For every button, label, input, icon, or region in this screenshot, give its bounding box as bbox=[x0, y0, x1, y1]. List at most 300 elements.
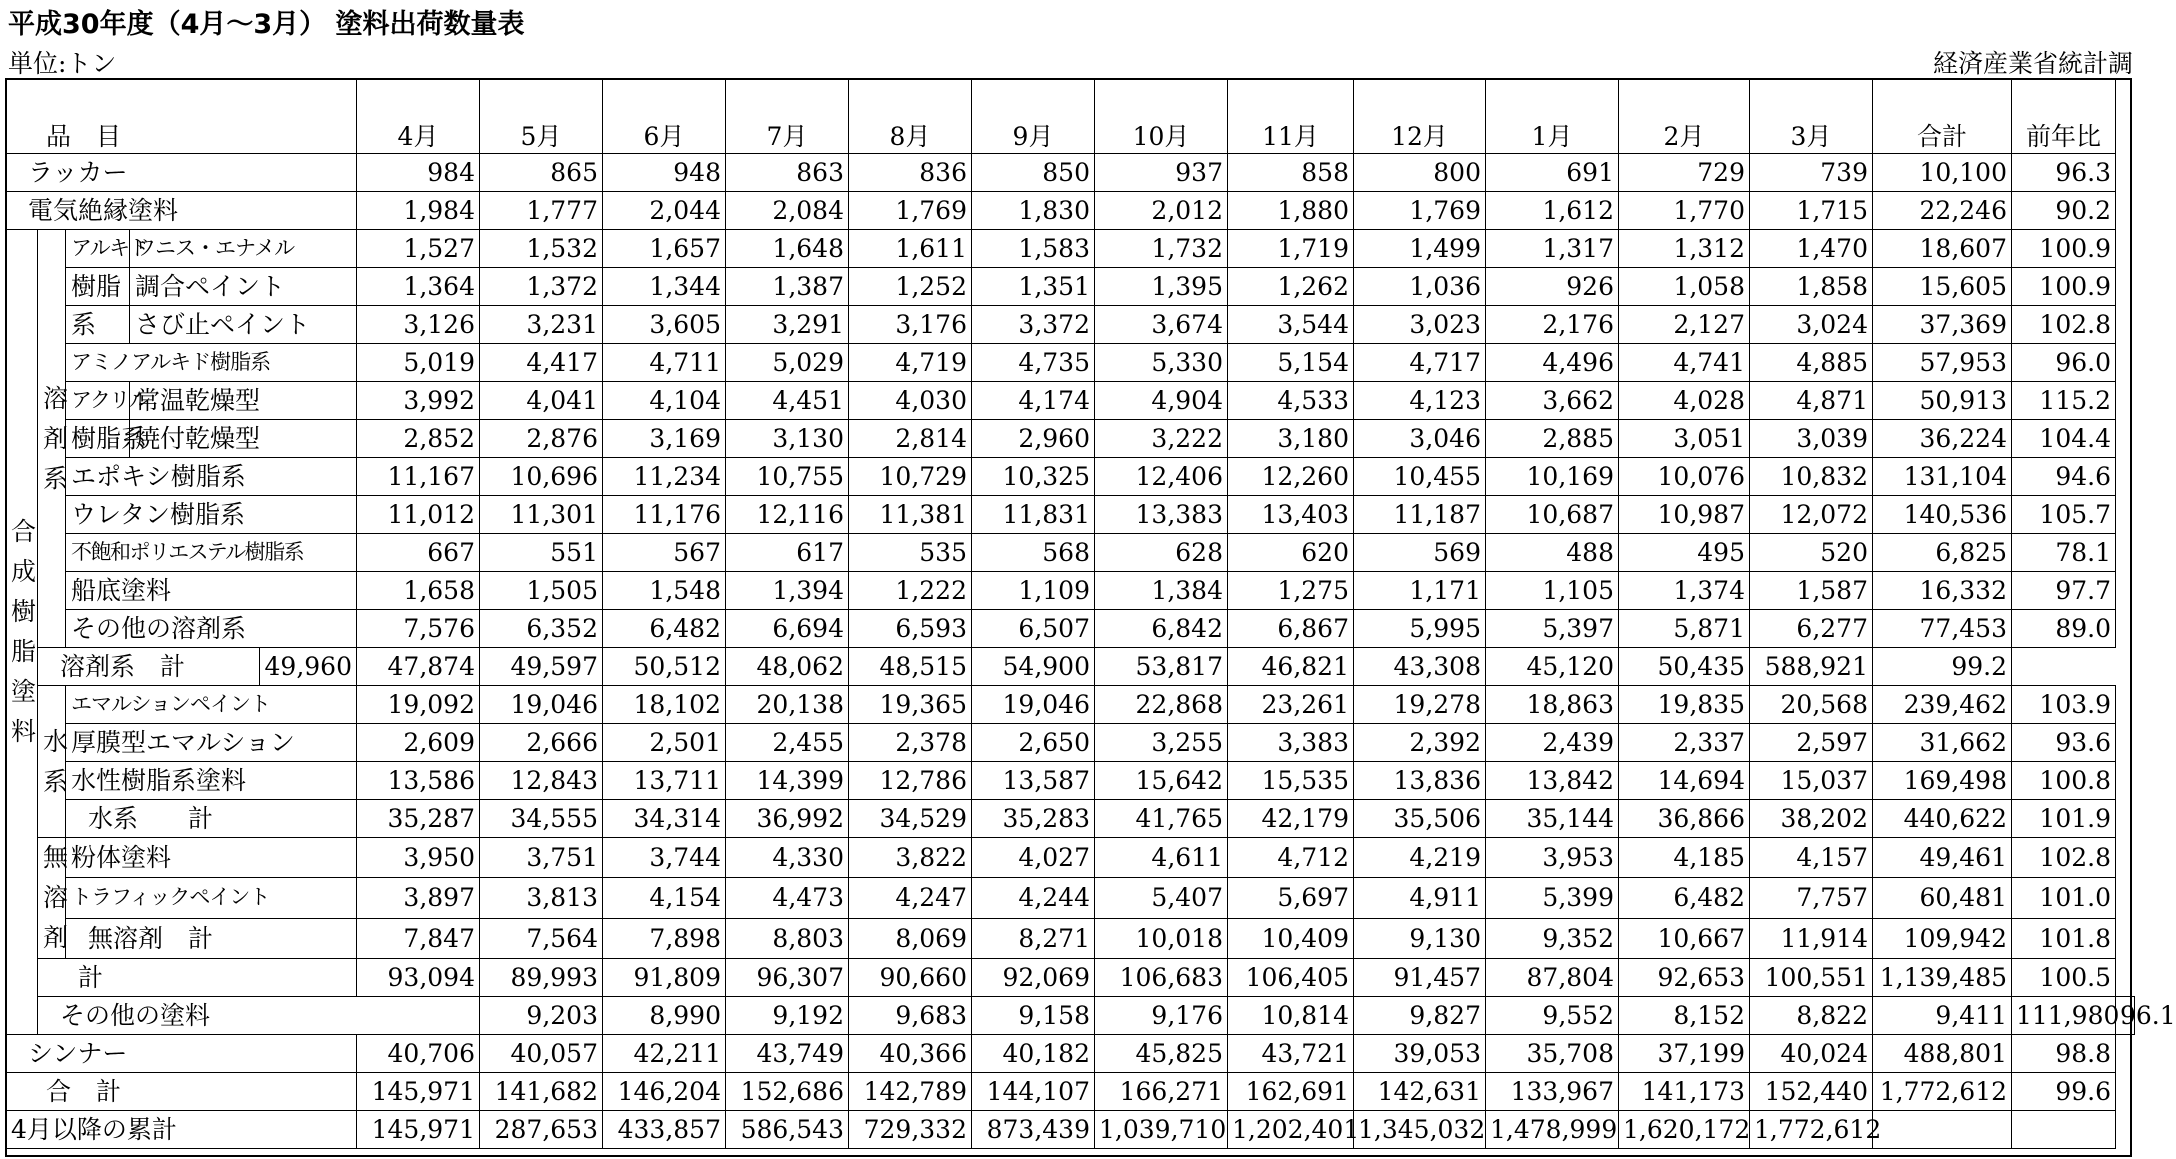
month-value-cell: 2,044 bbox=[603, 192, 726, 230]
table-row bbox=[6, 458, 2135, 496]
month-value-cell: 6,867 bbox=[1228, 610, 1354, 648]
month-value-cell: 1,394 bbox=[726, 572, 849, 610]
source-label: 経済産業省統計調 bbox=[1932, 49, 2133, 78]
month-value-cell: 152,440 bbox=[1750, 1073, 1873, 1111]
month-value-cell: 35,506 bbox=[1354, 800, 1486, 838]
month-value-cell: 36,992 bbox=[726, 800, 849, 838]
month-value-cell: 3,950 bbox=[357, 838, 480, 878]
shipment-table bbox=[5, 78, 2176, 1149]
month-value-cell: 10,455 bbox=[1354, 458, 1486, 496]
month-value-cell: 93,094 bbox=[357, 959, 480, 997]
month-value-cell: 8,822 bbox=[1750, 997, 1873, 1035]
yoy-cell: 100.8 bbox=[2012, 762, 2116, 800]
month-value-cell: 166,271 bbox=[1095, 1073, 1228, 1111]
header-month: 6月 bbox=[603, 79, 726, 154]
table-row bbox=[6, 306, 2135, 344]
month-value-cell: 19,278 bbox=[1354, 686, 1486, 724]
month-value-cell: 1,351 bbox=[972, 268, 1095, 306]
month-value-cell: 141,173 bbox=[1619, 1073, 1750, 1111]
table-row bbox=[6, 878, 2135, 918]
month-value-cell: 19,092 bbox=[357, 686, 480, 724]
month-value-cell: 1,364 bbox=[357, 268, 480, 306]
month-value-cell: 4,027 bbox=[972, 838, 1095, 878]
month-value-cell: 1,587 bbox=[1750, 572, 1873, 610]
table-row bbox=[6, 534, 2135, 572]
month-value-cell: 92,069 bbox=[972, 959, 1095, 997]
month-value-cell: 2,666 bbox=[480, 724, 603, 762]
row-label: ラッカー bbox=[6, 154, 357, 192]
month-value-cell: 1,532 bbox=[480, 230, 603, 268]
month-value-cell: 1,611 bbox=[849, 230, 972, 268]
month-value-cell: 3,255 bbox=[1095, 724, 1228, 762]
month-value-cell: 3,039 bbox=[1750, 420, 1873, 458]
table-row bbox=[6, 420, 2135, 458]
month-value-cell: 4,741 bbox=[1619, 344, 1750, 382]
month-value-cell: 11,167 bbox=[357, 458, 480, 496]
header-month: 12月 bbox=[1354, 79, 1486, 154]
month-value-cell: 133,967 bbox=[1486, 1073, 1619, 1111]
yoy-cell: 96.0 bbox=[2012, 344, 2116, 382]
month-value-cell: 92,653 bbox=[1619, 959, 1750, 997]
month-value-cell: 4,735 bbox=[972, 344, 1095, 382]
page-title: 平成30年度（4月～3月） 塗料出荷数量表 bbox=[8, 9, 525, 40]
month-value-cell: 3,383 bbox=[1228, 724, 1354, 762]
table-row bbox=[6, 382, 2135, 420]
header-month: 1月 bbox=[1486, 79, 1619, 154]
row-label: 船底塗料 bbox=[66, 572, 357, 610]
month-value-cell: 1,109 bbox=[972, 572, 1095, 610]
month-value-cell: 2,597 bbox=[1750, 724, 1873, 762]
month-value-cell: 42,179 bbox=[1228, 800, 1354, 838]
total-cell: 109,942 bbox=[1873, 918, 2012, 958]
month-value-cell: 18,863 bbox=[1486, 686, 1619, 724]
yoy-cell: 105.7 bbox=[2012, 496, 2116, 534]
month-value-cell: 5,019 bbox=[357, 344, 480, 382]
month-value-cell: 54,900 bbox=[972, 648, 1095, 686]
total-cell bbox=[1873, 1111, 2012, 1149]
month-value-cell: 4,911 bbox=[1354, 878, 1486, 918]
month-value-cell: 3,046 bbox=[1354, 420, 1486, 458]
month-value-cell: 40,706 bbox=[357, 1035, 480, 1073]
month-value-cell: 48,515 bbox=[849, 648, 972, 686]
month-value-cell: 146,204 bbox=[603, 1073, 726, 1111]
month-value-cell: 42,211 bbox=[603, 1035, 726, 1073]
month-value-cell: 90,660 bbox=[849, 959, 972, 997]
month-value-cell: 10,018 bbox=[1095, 918, 1228, 958]
total-cell: 111,980 bbox=[2012, 997, 2116, 1035]
month-value-cell: 11,187 bbox=[1354, 496, 1486, 534]
month-value-cell: 1,312 bbox=[1619, 230, 1750, 268]
month-value-cell: 12,786 bbox=[849, 762, 972, 800]
month-value-cell: 8,271 bbox=[972, 918, 1095, 958]
month-value-cell: 35,144 bbox=[1486, 800, 1619, 838]
month-value-cell: 1,345,032 bbox=[1354, 1111, 1486, 1149]
month-value-cell: 8,803 bbox=[726, 918, 849, 958]
month-value-cell: 1,036 bbox=[1354, 268, 1486, 306]
month-value-cell: 4,154 bbox=[603, 878, 726, 918]
month-value-cell: 12,406 bbox=[1095, 458, 1228, 496]
month-value-cell: 50,435 bbox=[1619, 648, 1750, 686]
month-value-cell: 7,564 bbox=[480, 918, 603, 958]
total-cell: 239,462 bbox=[1873, 686, 2012, 724]
month-value-cell: 10,814 bbox=[1228, 997, 1354, 1035]
yoy-cell: 101.0 bbox=[2012, 878, 2116, 918]
month-value-cell: 4,496 bbox=[1486, 344, 1619, 382]
month-value-cell: 18,102 bbox=[603, 686, 726, 724]
header-total: 合計 bbox=[1873, 79, 2012, 154]
total-cell: 22,246 bbox=[1873, 192, 2012, 230]
month-value-cell: 19,835 bbox=[1619, 686, 1750, 724]
month-value-cell: 2,392 bbox=[1354, 724, 1486, 762]
month-value-cell: 1,387 bbox=[726, 268, 849, 306]
month-value-cell: 3,051 bbox=[1619, 420, 1750, 458]
month-value-cell: 1,830 bbox=[972, 192, 1095, 230]
month-value-cell: 4,711 bbox=[603, 344, 726, 382]
month-value-cell: 2,814 bbox=[849, 420, 972, 458]
month-value-cell: 1,171 bbox=[1354, 572, 1486, 610]
group-label: 溶 剤 系 bbox=[38, 230, 66, 648]
month-value-cell: 15,535 bbox=[1228, 762, 1354, 800]
month-value-cell: 4,123 bbox=[1354, 382, 1486, 420]
month-value-cell: 1,505 bbox=[480, 572, 603, 610]
row-label: 4月以降の累計 bbox=[6, 1111, 357, 1149]
month-value-cell: 1,262 bbox=[1228, 268, 1354, 306]
month-value-cell: 40,182 bbox=[972, 1035, 1095, 1073]
month-value-cell: 10,169 bbox=[1486, 458, 1619, 496]
yoy-cell: 100.9 bbox=[2012, 230, 2116, 268]
month-value-cell: 162,691 bbox=[1228, 1073, 1354, 1111]
month-value-cell: 34,314 bbox=[603, 800, 726, 838]
table-row bbox=[6, 496, 2135, 534]
month-value-cell: 11,831 bbox=[972, 496, 1095, 534]
month-value-cell: 50,512 bbox=[603, 648, 726, 686]
month-value-cell: 3,822 bbox=[849, 838, 972, 878]
row-label: ワニス・エナメル bbox=[130, 230, 357, 268]
month-value-cell: 1,105 bbox=[1486, 572, 1619, 610]
total-cell: 77,453 bbox=[1873, 610, 2012, 648]
row-label: その他の溶剤系 bbox=[66, 610, 357, 648]
month-value-cell: 535 bbox=[849, 534, 972, 572]
month-value-cell: 13,383 bbox=[1095, 496, 1228, 534]
month-value-cell: 12,843 bbox=[480, 762, 603, 800]
month-value-cell: 91,809 bbox=[603, 959, 726, 997]
total-cell: 36,224 bbox=[1873, 420, 2012, 458]
month-value-cell: 1,374 bbox=[1619, 572, 1750, 610]
table-row bbox=[6, 1035, 2135, 1073]
month-value-cell: 495 bbox=[1619, 534, 1750, 572]
yoy-cell: 115.2 bbox=[2012, 382, 2116, 420]
total-cell: 37,369 bbox=[1873, 306, 2012, 344]
month-value-cell: 145,971 bbox=[357, 1073, 480, 1111]
month-value-cell: 850 bbox=[972, 154, 1095, 192]
month-value-cell: 6,277 bbox=[1750, 610, 1873, 648]
month-value-cell: 43,308 bbox=[1354, 648, 1486, 686]
month-value-cell: 3,291 bbox=[726, 306, 849, 344]
month-value-cell: 4,473 bbox=[726, 878, 849, 918]
month-value-cell: 2,852 bbox=[357, 420, 480, 458]
month-value-cell: 152,686 bbox=[726, 1073, 849, 1111]
month-value-cell: 1,478,999 bbox=[1486, 1111, 1619, 1149]
header-row bbox=[6, 79, 2135, 154]
month-value-cell: 4,533 bbox=[1228, 382, 1354, 420]
month-value-cell: 106,683 bbox=[1095, 959, 1228, 997]
month-value-cell: 2,876 bbox=[480, 420, 603, 458]
month-value-cell: 1,317 bbox=[1486, 230, 1619, 268]
yoy-cell: 99.2 bbox=[1873, 648, 2012, 686]
month-value-cell: 433,857 bbox=[603, 1111, 726, 1149]
month-value-cell: 3,024 bbox=[1750, 306, 1873, 344]
row-label: 粉体塗料 bbox=[66, 838, 357, 878]
month-value-cell: 4,104 bbox=[603, 382, 726, 420]
total-cell: 50,913 bbox=[1873, 382, 2012, 420]
month-value-cell: 3,953 bbox=[1486, 838, 1619, 878]
month-value-cell: 6,593 bbox=[849, 610, 972, 648]
month-value-cell: 836 bbox=[849, 154, 972, 192]
month-value-cell: 1,772,612 bbox=[1750, 1111, 1873, 1149]
row-label: エポキシ樹脂系 bbox=[66, 458, 357, 496]
month-value-cell: 9,352 bbox=[1486, 918, 1619, 958]
row-label: 無溶剤 計 bbox=[66, 918, 357, 958]
month-value-cell: 41,765 bbox=[1095, 800, 1228, 838]
month-value-cell: 43,749 bbox=[726, 1035, 849, 1073]
month-value-cell: 3,126 bbox=[357, 306, 480, 344]
month-value-cell: 2,455 bbox=[726, 724, 849, 762]
month-value-cell: 10,729 bbox=[849, 458, 972, 496]
month-value-cell: 19,046 bbox=[480, 686, 603, 724]
month-value-cell: 89,993 bbox=[480, 959, 603, 997]
group-label: アクリル bbox=[66, 382, 130, 420]
month-value-cell: 6,842 bbox=[1095, 610, 1228, 648]
month-value-cell: 2,609 bbox=[357, 724, 480, 762]
month-value-cell: 2,439 bbox=[1486, 724, 1619, 762]
month-value-cell: 2,337 bbox=[1619, 724, 1750, 762]
month-value-cell: 863 bbox=[726, 154, 849, 192]
month-value-cell: 22,868 bbox=[1095, 686, 1228, 724]
month-value-cell: 873,439 bbox=[972, 1111, 1095, 1149]
month-value-cell: 39,053 bbox=[1354, 1035, 1486, 1073]
month-value-cell: 2,176 bbox=[1486, 306, 1619, 344]
table-row bbox=[6, 997, 2135, 1035]
month-value-cell: 1,202,401 bbox=[1228, 1111, 1354, 1149]
month-value-cell: 948 bbox=[603, 154, 726, 192]
month-value-cell: 10,696 bbox=[480, 458, 603, 496]
group-label: アルキド bbox=[66, 230, 130, 268]
month-value-cell: 729,332 bbox=[849, 1111, 972, 1149]
month-value-cell: 3,180 bbox=[1228, 420, 1354, 458]
month-value-cell: 10,667 bbox=[1619, 918, 1750, 958]
month-value-cell: 1,222 bbox=[849, 572, 972, 610]
month-value-cell: 35,287 bbox=[357, 800, 480, 838]
month-value-cell: 5,330 bbox=[1095, 344, 1228, 382]
month-value-cell: 100,551 bbox=[1750, 959, 1873, 997]
month-value-cell: 10,755 bbox=[726, 458, 849, 496]
row-label: トラフィックペイント bbox=[66, 878, 357, 918]
month-value-cell: 628 bbox=[1095, 534, 1228, 572]
table-row bbox=[6, 230, 2135, 268]
month-value-cell: 4,871 bbox=[1750, 382, 1873, 420]
month-value-cell: 1,372 bbox=[480, 268, 603, 306]
total-cell: 18,607 bbox=[1873, 230, 2012, 268]
month-value-cell: 9,411 bbox=[1873, 997, 2012, 1035]
month-value-cell: 691 bbox=[1486, 154, 1619, 192]
month-value-cell: 10,832 bbox=[1750, 458, 1873, 496]
month-value-cell: 13,403 bbox=[1228, 496, 1354, 534]
month-value-cell: 4,219 bbox=[1354, 838, 1486, 878]
total-cell: 10,100 bbox=[1873, 154, 2012, 192]
month-value-cell: 45,120 bbox=[1486, 648, 1619, 686]
month-value-cell: 8,152 bbox=[1619, 997, 1750, 1035]
month-value-cell: 11,301 bbox=[480, 496, 603, 534]
month-value-cell: 3,222 bbox=[1095, 420, 1228, 458]
month-value-cell: 4,157 bbox=[1750, 838, 1873, 878]
group-label: 系 bbox=[66, 306, 130, 344]
month-value-cell: 10,076 bbox=[1619, 458, 1750, 496]
header-month: 8月 bbox=[849, 79, 972, 154]
month-value-cell: 87,804 bbox=[1486, 959, 1619, 997]
yoy-cell: 102.8 bbox=[2012, 306, 2116, 344]
month-value-cell: 520 bbox=[1750, 534, 1873, 572]
month-value-cell: 91,457 bbox=[1354, 959, 1486, 997]
month-value-cell: 6,507 bbox=[972, 610, 1095, 648]
month-value-cell: 49,597 bbox=[480, 648, 603, 686]
month-value-cell: 106,405 bbox=[1228, 959, 1354, 997]
month-value-cell: 4,451 bbox=[726, 382, 849, 420]
month-value-cell: 5,697 bbox=[1228, 878, 1354, 918]
month-value-cell: 36,866 bbox=[1619, 800, 1750, 838]
month-value-cell: 5,154 bbox=[1228, 344, 1354, 382]
month-value-cell: 3,744 bbox=[603, 838, 726, 878]
month-value-cell: 35,708 bbox=[1486, 1035, 1619, 1073]
month-value-cell: 3,674 bbox=[1095, 306, 1228, 344]
month-value-cell: 96,307 bbox=[726, 959, 849, 997]
row-label: ウレタン樹脂系 bbox=[66, 496, 357, 534]
header-item: 品 目 bbox=[6, 79, 357, 154]
total-cell: 488,801 bbox=[1873, 1035, 2012, 1073]
month-value-cell: 729 bbox=[1619, 154, 1750, 192]
row-label: 計 bbox=[38, 959, 357, 997]
month-value-cell: 35,283 bbox=[972, 800, 1095, 838]
month-value-cell: 1,657 bbox=[603, 230, 726, 268]
month-value-cell: 40,057 bbox=[480, 1035, 603, 1073]
month-value-cell: 569 bbox=[1354, 534, 1486, 572]
header-month: 10月 bbox=[1095, 79, 1228, 154]
total-cell: 16,332 bbox=[1873, 572, 2012, 610]
month-value-cell: 4,028 bbox=[1619, 382, 1750, 420]
total-cell: 60,481 bbox=[1873, 878, 2012, 918]
month-value-cell: 6,694 bbox=[726, 610, 849, 648]
table-row bbox=[6, 344, 2135, 382]
row-label: 調合ペイント bbox=[130, 268, 357, 306]
month-value-cell: 4,611 bbox=[1095, 838, 1228, 878]
month-value-cell: 142,789 bbox=[849, 1073, 972, 1111]
month-value-cell: 141,682 bbox=[480, 1073, 603, 1111]
group-label: 無 溶 剤 bbox=[38, 838, 66, 959]
month-value-cell: 1,769 bbox=[1354, 192, 1486, 230]
month-value-cell: 1,620,172 bbox=[1619, 1111, 1750, 1149]
month-value-cell: 1,880 bbox=[1228, 192, 1354, 230]
month-value-cell: 5,399 bbox=[1486, 878, 1619, 918]
month-value-cell: 3,751 bbox=[480, 838, 603, 878]
month-value-cell: 40,366 bbox=[849, 1035, 972, 1073]
month-value-cell: 9,130 bbox=[1354, 918, 1486, 958]
month-value-cell: 1,583 bbox=[972, 230, 1095, 268]
month-value-cell: 3,813 bbox=[480, 878, 603, 918]
month-value-cell: 1,648 bbox=[726, 230, 849, 268]
yoy-cell: 93.6 bbox=[2012, 724, 2116, 762]
month-value-cell: 1,499 bbox=[1354, 230, 1486, 268]
month-value-cell: 667 bbox=[357, 534, 480, 572]
month-value-cell: 9,552 bbox=[1486, 997, 1619, 1035]
month-value-cell: 7,576 bbox=[357, 610, 480, 648]
yoy-cell: 94.6 bbox=[2012, 458, 2116, 496]
month-value-cell: 45,825 bbox=[1095, 1035, 1228, 1073]
header-yoy: 前年比 bbox=[2012, 79, 2116, 154]
month-value-cell: 3,992 bbox=[357, 382, 480, 420]
month-value-cell: 37,199 bbox=[1619, 1035, 1750, 1073]
month-value-cell: 13,842 bbox=[1486, 762, 1619, 800]
month-value-cell: 46,821 bbox=[1228, 648, 1354, 686]
row-label: 厚膜型エマルション bbox=[66, 724, 357, 762]
month-value-cell: 926 bbox=[1486, 268, 1619, 306]
month-value-cell: 38,202 bbox=[1750, 800, 1873, 838]
month-value-cell: 1,719 bbox=[1228, 230, 1354, 268]
month-value-cell: 23,261 bbox=[1228, 686, 1354, 724]
month-value-cell: 984 bbox=[357, 154, 480, 192]
row-label: 不飽和ポリエステル樹脂系 bbox=[66, 534, 357, 572]
month-value-cell: 3,169 bbox=[603, 420, 726, 458]
month-value-cell: 13,586 bbox=[357, 762, 480, 800]
month-value-cell: 1,252 bbox=[849, 268, 972, 306]
header-month: 2月 bbox=[1619, 79, 1750, 154]
yoy-cell: 101.9 bbox=[2012, 800, 2116, 838]
table-row bbox=[6, 800, 2135, 838]
month-value-cell: 3,023 bbox=[1354, 306, 1486, 344]
table-row bbox=[6, 648, 2135, 686]
month-value-cell: 6,352 bbox=[480, 610, 603, 648]
row-label: その他の塗料 bbox=[38, 997, 480, 1035]
month-value-cell: 3,231 bbox=[480, 306, 603, 344]
month-value-cell: 4,712 bbox=[1228, 838, 1354, 878]
month-value-cell: 13,711 bbox=[603, 762, 726, 800]
month-value-cell: 48,062 bbox=[726, 648, 849, 686]
month-value-cell: 3,897 bbox=[357, 878, 480, 918]
month-value-cell: 53,817 bbox=[1095, 648, 1228, 686]
month-value-cell: 1,058 bbox=[1619, 268, 1750, 306]
month-value-cell: 11,012 bbox=[357, 496, 480, 534]
month-value-cell: 12,116 bbox=[726, 496, 849, 534]
month-value-cell: 6,482 bbox=[1619, 878, 1750, 918]
yoy-cell: 104.4 bbox=[2012, 420, 2116, 458]
month-value-cell: 1,777 bbox=[480, 192, 603, 230]
yoy-cell bbox=[2012, 1111, 2116, 1149]
header-month: 7月 bbox=[726, 79, 849, 154]
month-value-cell: 12,072 bbox=[1750, 496, 1873, 534]
row-label: さび止ペイント bbox=[130, 306, 357, 344]
table-row bbox=[6, 762, 2135, 800]
month-value-cell: 47,874 bbox=[357, 648, 480, 686]
month-value-cell: 9,203 bbox=[480, 997, 603, 1035]
yoy-cell: 96.1 bbox=[2116, 997, 2135, 1035]
month-value-cell: 12,260 bbox=[1228, 458, 1354, 496]
month-value-cell: 15,037 bbox=[1750, 762, 1873, 800]
month-value-cell: 1,395 bbox=[1095, 268, 1228, 306]
row-label: アミノアルキド樹脂系 bbox=[66, 344, 357, 382]
month-value-cell: 1,715 bbox=[1750, 192, 1873, 230]
month-value-cell: 2,378 bbox=[849, 724, 972, 762]
yoy-cell: 99.6 bbox=[2012, 1073, 2116, 1111]
month-value-cell: 4,041 bbox=[480, 382, 603, 420]
month-value-cell: 617 bbox=[726, 534, 849, 572]
